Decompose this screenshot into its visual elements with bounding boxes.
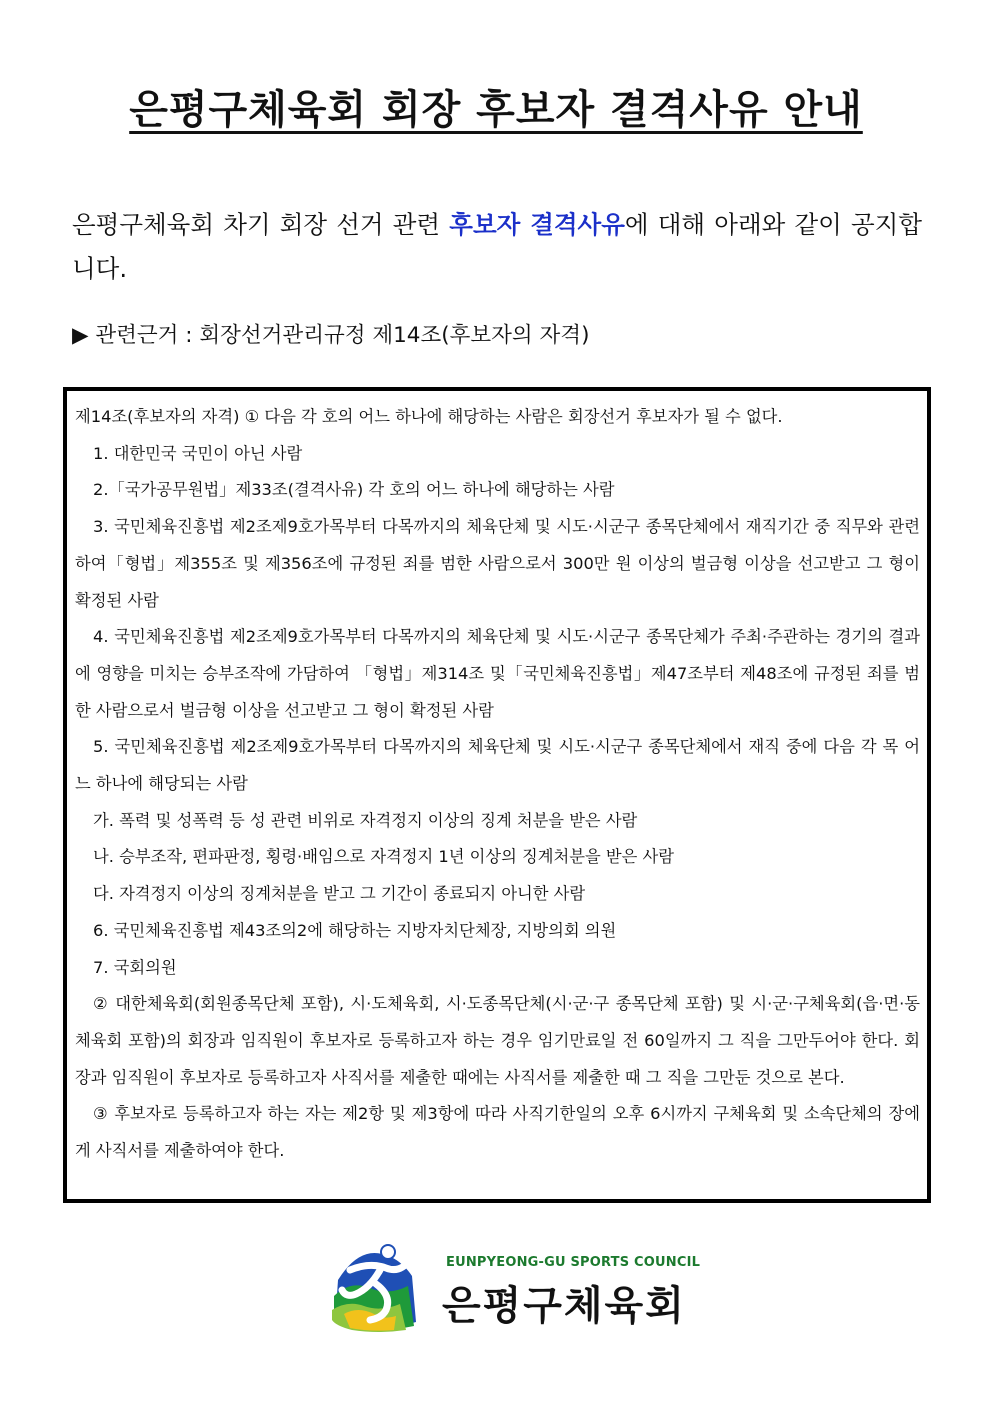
- legal-basis: ▶ 관련근거 : 회장선거관리규정 제14조(후보자의 자격): [72, 323, 590, 348]
- article-item-7: 7. 국회의원: [93, 957, 177, 977]
- intro-highlight: 후보자 결격사유: [449, 210, 625, 239]
- article-item-5: 5. 국민체육진흥법 제2조제9호가목부터 다목까지의 체육단체 및 시도·시군구 종목단체에서 재직 중에 다음 각 목 어느 하나에 해당되는 사람: [75, 737, 920, 794]
- article-paragraph-3: ③ 후보자로 등록하고자 하는 자는 제2항 및 제3항에 따라 사직기한일의 오후 6시까지 구체육회 및 소속단체의 장에게 사직서를 제출하여야 한다.: [75, 1104, 920, 1161]
- article-item-2: 2.「국가공무원법」제33조(결격사유) 각 호의 어느 하나에 해당하는 사람: [93, 480, 615, 500]
- council-logo: [330, 1240, 701, 1330]
- intro-paragraph: [72, 203, 922, 291]
- intro-text-before: 은평구체육회 차기 회장 선거 관련: [72, 210, 450, 239]
- page-title: [0, 78, 992, 135]
- page-title-text: 은평구체육회 회장 후보자 결격사유 안내: [129, 87, 863, 133]
- article-heading: 제14조(후보자의 자격) ① 다음 각 호의 어느 하나에 해당하는 사람은 회장선거 후보자가 될 수 없다.: [75, 407, 783, 426]
- article-subitem-ga: 가. 폭력 및 성폭력 등 성 관련 비위로 자격정지 이상의 징계 처분을 받은 사람: [93, 810, 638, 830]
- article-subitem-na: 나. 승부조작, 편파판정, 횡령·배임으로 자격정지 1년 이상의 징계처분을 받은 사람: [93, 847, 674, 867]
- article-item-1: 1. 대한민국 국민이 아닌 사람: [93, 443, 303, 463]
- article-item-3: 3. 국민체육진흥법 제2조제9호가목부터 다목까지의 체육단체 및 시도·시군구 종목단체에서 재직기간 중 직무와 관련하여「형법」제355조 및 제356조에 규정된 죄를 범한 사람으로서 300만 원 이상의 벌금형 이상을 선고받고 그 형이 확정된 사람: [75, 517, 920, 610]
- article-item-4: 4. 국민체육진흥법 제2조제9호가목부터 다목까지의 체육단체 및 시도·시군구 종목단체가 주최·주관하는 경기의 결과에 영향을 미치는 승부조작에 가담하여 「형법」제314조 및「국민체육진흥법」제47조부터 제48조에 규정된 죄를 범한 사람으로서 벌금형 이상을 선고받고 그 형이 확정된 사람: [75, 627, 920, 720]
- regulation-text: [75, 399, 920, 1170]
- running-figure-mountain-icon: [330, 1240, 426, 1332]
- regulation-box: [63, 387, 931, 1203]
- logo-english-name: EUNPYEONG-GU SPORTS COUNCIL: [446, 1255, 701, 1270]
- intro-text-after: 에 대해 아래와 같이 공지합니다.: [72, 210, 922, 283]
- article-paragraph-2: ② 대한체육회(회원종목단체 포함), 시·도체육회, 시·도종목단체(시·군·구 종목단체 포함) 및 시·군·구체육회(읍·면·동체육회 포함)의 회장과 임직원이 후보자로 등록하고자 하는 경우 임기만료일 전 60일까지 그 직을 그만두어야 한다. 회장과 임직원이 후보자로 등록하고자 사직서를 제출한 때에는 사직서를 제출한 때 그 직을 그만둔 것으로 본다.: [75, 994, 920, 1087]
- article-item-6: 6. 국민체육진흥법 제43조의2에 해당하는 지방자치단체장, 지방의회 의원: [93, 920, 617, 940]
- logo-korean-name: 은평구체육회: [442, 1283, 686, 1329]
- article-subitem-da: 다. 자격정지 이상의 징계처분을 받고 그 기간이 종료되지 아니한 사람: [93, 884, 586, 904]
